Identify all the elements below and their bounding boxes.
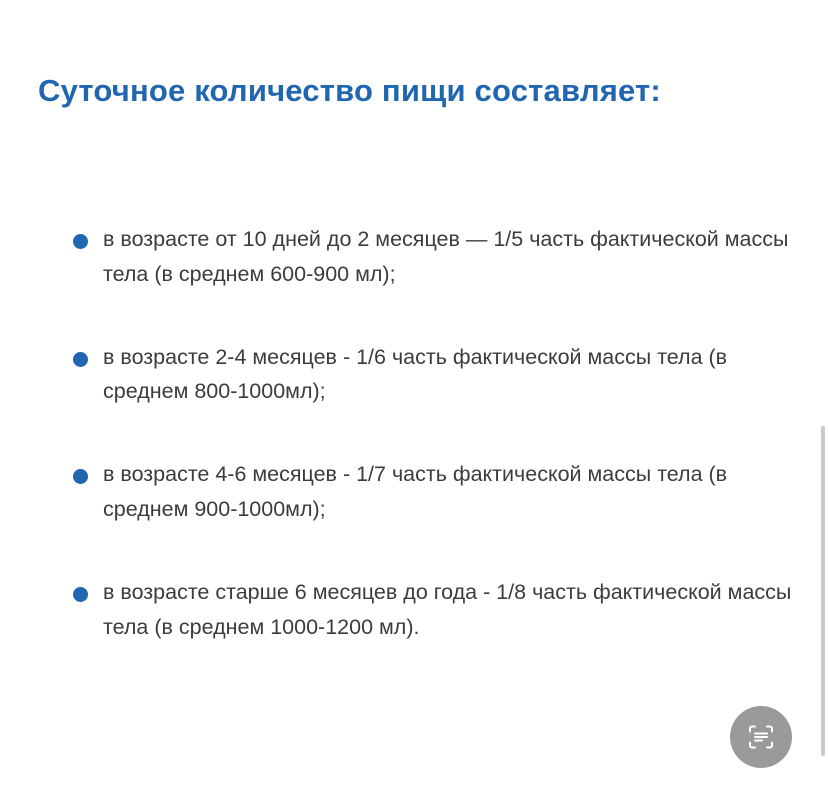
vertical-scrollbar[interactable]: [821, 426, 825, 756]
list-item-text: в возрасте от 10 дней до 2 месяцев — 1/5 часть фактической массы тела (в среднем 600-900 мл);: [103, 227, 789, 286]
text-scan-icon: [747, 723, 775, 751]
list-item-text: в возрасте 4-6 месяцев - 1/7 часть фактической массы тела (в среднем 900-1000мл);: [103, 462, 728, 522]
list-item: [38, 575, 798, 645]
bullet-icon: [73, 234, 88, 249]
bullet-icon: [73, 352, 88, 367]
food-amount-list: [38, 222, 798, 645]
list-item: [38, 457, 798, 527]
bullet-icon: [73, 587, 88, 602]
text-scan-button[interactable]: [730, 706, 792, 768]
list-item: [38, 340, 798, 410]
page-title: Суточное количество пищи составляет:: [38, 72, 661, 108]
list-item: [38, 222, 798, 292]
list-item-text: в возрасте 2-4 месяцев - 1/6 часть фактической массы тела (в среднем 800-1000мл);: [103, 344, 728, 404]
bullet-icon: [73, 469, 88, 484]
list-item-text: в возрасте старше 6 месяцев до года - 1/8 часть фактической массы тела (в среднем 1000-1200 мл).: [103, 579, 792, 639]
